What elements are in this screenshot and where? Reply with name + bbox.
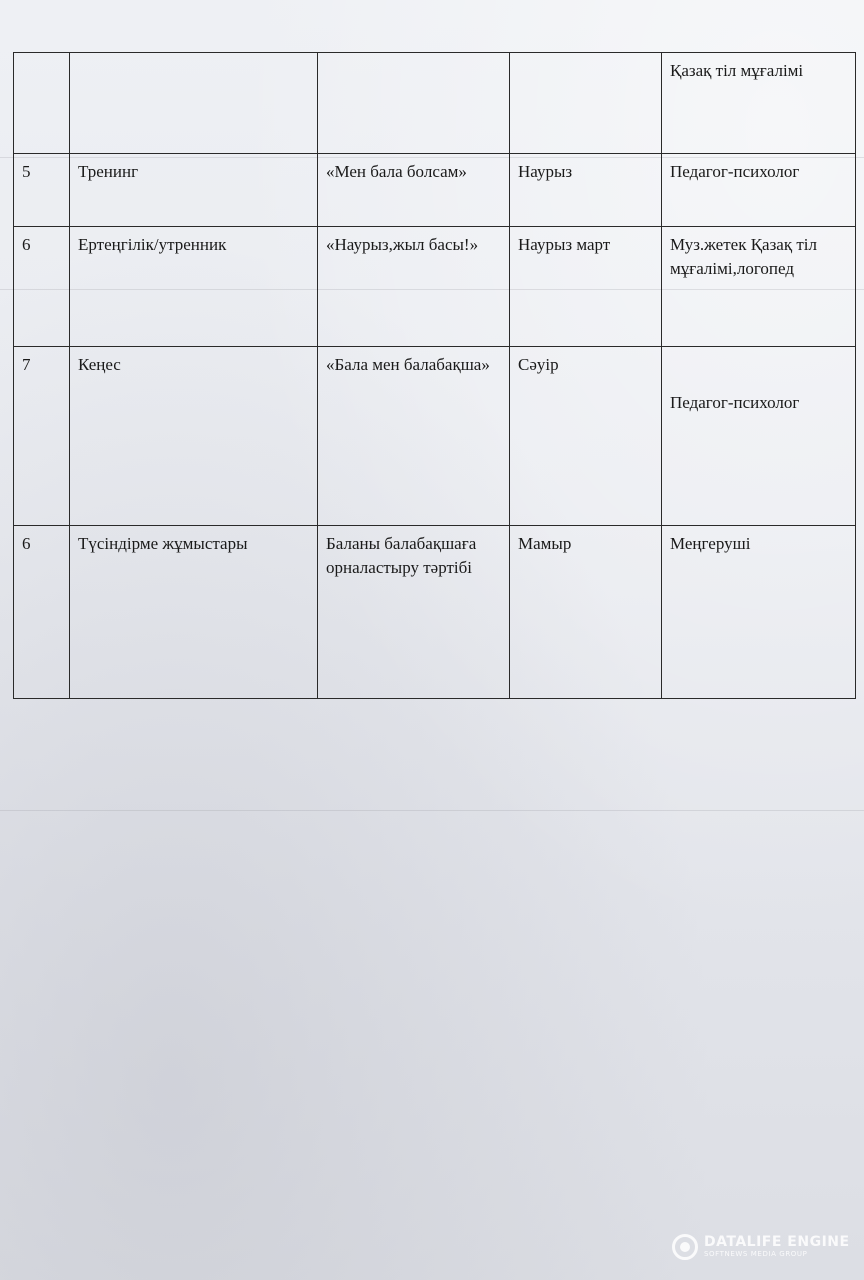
cell-responsible: Меңгеруші (662, 526, 856, 699)
events-table (13, 52, 856, 699)
cell-number: 5 (14, 154, 70, 227)
cell-theme (318, 53, 510, 154)
cell-responsible: Муз.жетек Қазақ тіл мұғалімі,логопед (662, 227, 856, 347)
watermark-brand: DATALIFE ENGINE (704, 1234, 850, 1250)
cell-event (70, 53, 318, 154)
cell-number: 7 (14, 347, 70, 526)
cell-date: Мамыр (510, 526, 662, 699)
watermark-subtitle: SOFTNEWS MEDIA GROUP (704, 1250, 808, 1258)
cell-event: Тренинг (70, 154, 318, 227)
cell-responsible: Педагог-психолог (662, 154, 856, 227)
cell-responsible: Қазақ тіл мұғалімі (662, 53, 856, 154)
cell-theme: «Наурыз,жыл басы!» (318, 227, 510, 347)
cell-number: 6 (14, 227, 70, 347)
paper-fold (0, 810, 864, 811)
cell-theme: «Мен бала болсам» (318, 154, 510, 227)
cell-theme: Баланы балабақшаға орналастыру тәртібі (318, 526, 510, 699)
cell-event: Кеңес (70, 347, 318, 526)
cell-number (14, 53, 70, 154)
cell-event: Түсіндірме жұмыстары (70, 526, 318, 699)
cell-theme: «Бала мен балабақша» (318, 347, 510, 526)
cell-date: Наурыз март (510, 227, 662, 347)
datalife-logo-icon (672, 1234, 698, 1260)
cell-date: Наурыз (510, 154, 662, 227)
table-row (14, 526, 856, 699)
watermark (672, 1234, 850, 1260)
table-row (14, 53, 856, 154)
cell-responsible: Педагог-психолог (662, 347, 856, 526)
cell-event: Ертеңгілік/утренник (70, 227, 318, 347)
cell-date: Сәуір (510, 347, 662, 526)
table-row (14, 154, 856, 227)
table-row (14, 227, 856, 347)
cell-date (510, 53, 662, 154)
table-row (14, 347, 856, 526)
cell-number: 6 (14, 526, 70, 699)
